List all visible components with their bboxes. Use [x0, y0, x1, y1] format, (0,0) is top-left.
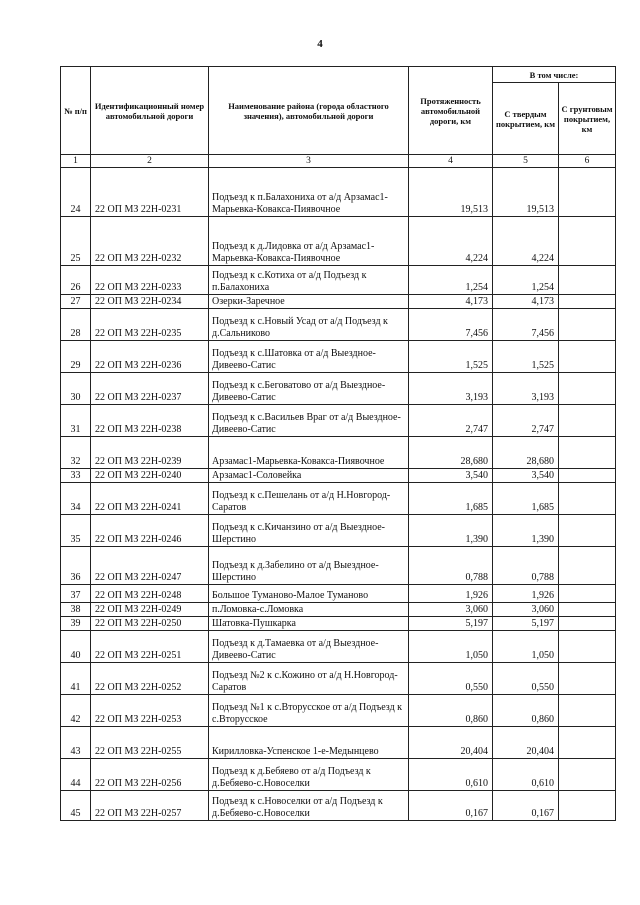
- row-number: 28: [61, 309, 91, 341]
- road-length: 0,860: [409, 695, 493, 727]
- soil-surface-length: [559, 631, 616, 663]
- table-row: [61, 309, 616, 341]
- table-row: [61, 617, 616, 631]
- hard-surface-length: 3,540: [493, 469, 559, 483]
- soil-surface-length: [559, 266, 616, 295]
- soil-surface-length: [559, 217, 616, 266]
- road-name: Арзамас1-Марьевка-Ковакса-Пиявочное: [209, 437, 409, 469]
- row-number: 26: [61, 266, 91, 295]
- hard-surface-length: 0,167: [493, 791, 559, 821]
- road-length: 7,456: [409, 309, 493, 341]
- row-number: 30: [61, 373, 91, 405]
- hard-surface-length: 2,747: [493, 405, 559, 437]
- soil-surface-length: [559, 405, 616, 437]
- road-length: 2,747: [409, 405, 493, 437]
- road-id: 22 ОП МЗ 22Н-0257: [91, 791, 209, 821]
- road-name: Подъезд к п.Балахониха от а/д Арзамас1-Марьевка-Ковакса-Пиявочное: [209, 168, 409, 217]
- road-id: 22 ОП МЗ 22Н-0237: [91, 373, 209, 405]
- table-row: [61, 695, 616, 727]
- hard-surface-length: 1,525: [493, 341, 559, 373]
- road-length: 20,404: [409, 727, 493, 759]
- road-id: 22 ОП МЗ 22Н-0234: [91, 295, 209, 309]
- table-row: [61, 373, 616, 405]
- column-number: 1: [61, 155, 91, 168]
- road-id: 22 ОП МЗ 22Н-0231: [91, 168, 209, 217]
- road-length: 1,390: [409, 515, 493, 547]
- page-number: 4: [317, 38, 323, 50]
- row-number: 24: [61, 168, 91, 217]
- soil-surface-length: [559, 373, 616, 405]
- hard-surface-length: 20,404: [493, 727, 559, 759]
- road-name: Шатовка-Пушкарка: [209, 617, 409, 631]
- row-number: 36: [61, 547, 91, 585]
- road-name: Подъезд к с.Васильев Враг от а/д Выездное-Дивеево-Сатис: [209, 405, 409, 437]
- row-number: 34: [61, 483, 91, 515]
- road-length: 3,060: [409, 603, 493, 617]
- hard-surface-length: 1,685: [493, 483, 559, 515]
- roads-table: [60, 66, 616, 821]
- table-row: [61, 759, 616, 791]
- road-length: 4,224: [409, 217, 493, 266]
- road-id: 22 ОП МЗ 22Н-0239: [91, 437, 209, 469]
- table-row: [61, 585, 616, 603]
- table-body: [61, 168, 616, 821]
- road-length: 4,173: [409, 295, 493, 309]
- road-name: Подъезд к д.Забелино от а/д Выездное-Шерстино: [209, 547, 409, 585]
- hard-surface-length: 3,193: [493, 373, 559, 405]
- road-name: Подъезд №1 к с.Вторусское от а/д Подъезд к с.Вторусское: [209, 695, 409, 727]
- road-id: 22 ОП МЗ 22Н-0249: [91, 603, 209, 617]
- road-length: 1,050: [409, 631, 493, 663]
- column-numbers-row: [61, 155, 616, 168]
- road-id: 22 ОП МЗ 22Н-0238: [91, 405, 209, 437]
- table-row: [61, 266, 616, 295]
- row-number: 39: [61, 617, 91, 631]
- table-row: [61, 483, 616, 515]
- soil-surface-length: [559, 727, 616, 759]
- hard-surface-length: 0,550: [493, 663, 559, 695]
- hard-surface-length: 0,610: [493, 759, 559, 791]
- table-row: [61, 217, 616, 266]
- table-row: [61, 547, 616, 585]
- header-road-name: Наименование района (города областного значения), автомобильной дороги: [209, 67, 409, 155]
- row-number: 42: [61, 695, 91, 727]
- column-number: 5: [493, 155, 559, 168]
- header-number: № п/п: [61, 67, 91, 155]
- hard-surface-length: 0,788: [493, 547, 559, 585]
- hard-surface-length: 1,050: [493, 631, 559, 663]
- table-row: [61, 405, 616, 437]
- table-row: [61, 469, 616, 483]
- hard-surface-length: 0,860: [493, 695, 559, 727]
- soil-surface-length: [559, 759, 616, 791]
- soil-surface-length: [559, 469, 616, 483]
- road-name: Подъезд к д.Лидовка от а/д Арзамас1-Марьевка-Ковакса-Пиявочное: [209, 217, 409, 266]
- soil-surface-length: [559, 483, 616, 515]
- soil-surface-length: [559, 603, 616, 617]
- road-id: 22 ОП МЗ 22Н-0236: [91, 341, 209, 373]
- road-id: 22 ОП МЗ 22Н-0248: [91, 585, 209, 603]
- row-number: 25: [61, 217, 91, 266]
- road-name: Большое Туманово-Малое Туманово: [209, 585, 409, 603]
- road-name: Кирилловка-Успенское 1-е-Медынцево: [209, 727, 409, 759]
- hard-surface-length: 5,197: [493, 617, 559, 631]
- road-length: 0,610: [409, 759, 493, 791]
- road-length: 1,685: [409, 483, 493, 515]
- row-number: 41: [61, 663, 91, 695]
- table-row: [61, 341, 616, 373]
- road-id: 22 ОП МЗ 22Н-0235: [91, 309, 209, 341]
- table-row: [61, 663, 616, 695]
- table-row: [61, 515, 616, 547]
- header-length: Протяженность автомобильной дороги, км: [409, 67, 493, 155]
- road-length: 19,513: [409, 168, 493, 217]
- row-number: 45: [61, 791, 91, 821]
- road-name: Подъезд к с.Пешелань от а/д Н.Новгород-Саратов: [209, 483, 409, 515]
- road-name: п.Ломовка-с.Ломовка: [209, 603, 409, 617]
- column-number: 6: [559, 155, 616, 168]
- road-id: 22 ОП МЗ 22Н-0241: [91, 483, 209, 515]
- soil-surface-length: [559, 695, 616, 727]
- table-row: [61, 631, 616, 663]
- table-row: [61, 168, 616, 217]
- header-road-id: Идентификационный номер автомобильной дороги: [91, 67, 209, 155]
- soil-surface-length: [559, 168, 616, 217]
- road-name: Подъезд к с.Беговатово от а/д Выездное-Дивеево-Сатис: [209, 373, 409, 405]
- road-id: 22 ОП МЗ 22Н-0253: [91, 695, 209, 727]
- road-id: 22 ОП МЗ 22Н-0247: [91, 547, 209, 585]
- road-length: 0,550: [409, 663, 493, 695]
- column-number: 4: [409, 155, 493, 168]
- road-name: Подъезд №2 к с.Кожино от а/д Н.Новгород-Саратов: [209, 663, 409, 695]
- hard-surface-length: 4,173: [493, 295, 559, 309]
- road-id: 22 ОП МЗ 22Н-0250: [91, 617, 209, 631]
- table-row: [61, 603, 616, 617]
- road-id: 22 ОП МЗ 22Н-0256: [91, 759, 209, 791]
- road-name: Подъезд к с.Котиха от а/д Подъезд к п.Балахониха: [209, 266, 409, 295]
- column-number: 2: [91, 155, 209, 168]
- hard-surface-length: 4,224: [493, 217, 559, 266]
- soil-surface-length: [559, 617, 616, 631]
- road-id: 22 ОП МЗ 22Н-0240: [91, 469, 209, 483]
- road-id: 22 ОП МЗ 22Н-0246: [91, 515, 209, 547]
- hard-surface-length: 1,390: [493, 515, 559, 547]
- soil-surface-length: [559, 585, 616, 603]
- hard-surface-length: 1,254: [493, 266, 559, 295]
- table-row: [61, 295, 616, 309]
- road-name: Арзамас1-Соловейка: [209, 469, 409, 483]
- soil-surface-length: [559, 547, 616, 585]
- row-number: 32: [61, 437, 91, 469]
- road-id: 22 ОП МЗ 22Н-0255: [91, 727, 209, 759]
- road-id: 22 ОП МЗ 22Н-0233: [91, 266, 209, 295]
- header-soil-surface: С грунтовым покрытием, км: [559, 83, 616, 155]
- row-number: 38: [61, 603, 91, 617]
- road-length: 0,788: [409, 547, 493, 585]
- road-id: 22 ОП МЗ 22Н-0232: [91, 217, 209, 266]
- table-row: [61, 437, 616, 469]
- row-number: 35: [61, 515, 91, 547]
- soil-surface-length: [559, 663, 616, 695]
- road-length: 3,540: [409, 469, 493, 483]
- hard-surface-length: 3,060: [493, 603, 559, 617]
- road-length: 5,197: [409, 617, 493, 631]
- soil-surface-length: [559, 791, 616, 821]
- soil-surface-length: [559, 309, 616, 341]
- row-number: 44: [61, 759, 91, 791]
- road-name: Подъезд к д.Тамаевка от а/д Выездное-Дивеево-Сатис: [209, 631, 409, 663]
- road-name: Подъезд к с.Новоселки от а/д Подъезд к д.Бебяево-с.Новоселки: [209, 791, 409, 821]
- hard-surface-length: 7,456: [493, 309, 559, 341]
- row-number: 43: [61, 727, 91, 759]
- road-name: Подъезд к с.Шатовка от а/д Выездное-Дивеево-Сатис: [209, 341, 409, 373]
- hard-surface-length: 19,513: [493, 168, 559, 217]
- road-name: Подъезд к д.Бебяево от а/д Подъезд к д.Бебяево-с.Новоселки: [209, 759, 409, 791]
- row-number: 37: [61, 585, 91, 603]
- row-number: 27: [61, 295, 91, 309]
- hard-surface-length: 1,926: [493, 585, 559, 603]
- table-row: [61, 727, 616, 759]
- road-length: 1,926: [409, 585, 493, 603]
- row-number: 31: [61, 405, 91, 437]
- road-id: 22 ОП МЗ 22Н-0251: [91, 631, 209, 663]
- road-name: Озерки-Заречное: [209, 295, 409, 309]
- header-hard-surface: С твердым покрытием, км: [493, 83, 559, 155]
- header-including-group: В том числе:: [493, 67, 616, 83]
- soil-surface-length: [559, 295, 616, 309]
- road-name: Подъезд к с.Кичанзино от а/д Выездное-Шерстино: [209, 515, 409, 547]
- row-number: 33: [61, 469, 91, 483]
- row-number: 40: [61, 631, 91, 663]
- road-length: 0,167: [409, 791, 493, 821]
- soil-surface-length: [559, 437, 616, 469]
- table-row: [61, 791, 616, 821]
- road-name: Подъезд к с.Новый Усад от а/д Подъезд к д.Сальниково: [209, 309, 409, 341]
- road-length: 1,525: [409, 341, 493, 373]
- road-length: 1,254: [409, 266, 493, 295]
- road-id: 22 ОП МЗ 22Н-0252: [91, 663, 209, 695]
- road-length: 28,680: [409, 437, 493, 469]
- road-length: 3,193: [409, 373, 493, 405]
- row-number: 29: [61, 341, 91, 373]
- hard-surface-length: 28,680: [493, 437, 559, 469]
- soil-surface-length: [559, 341, 616, 373]
- soil-surface-length: [559, 515, 616, 547]
- column-number: 3: [209, 155, 409, 168]
